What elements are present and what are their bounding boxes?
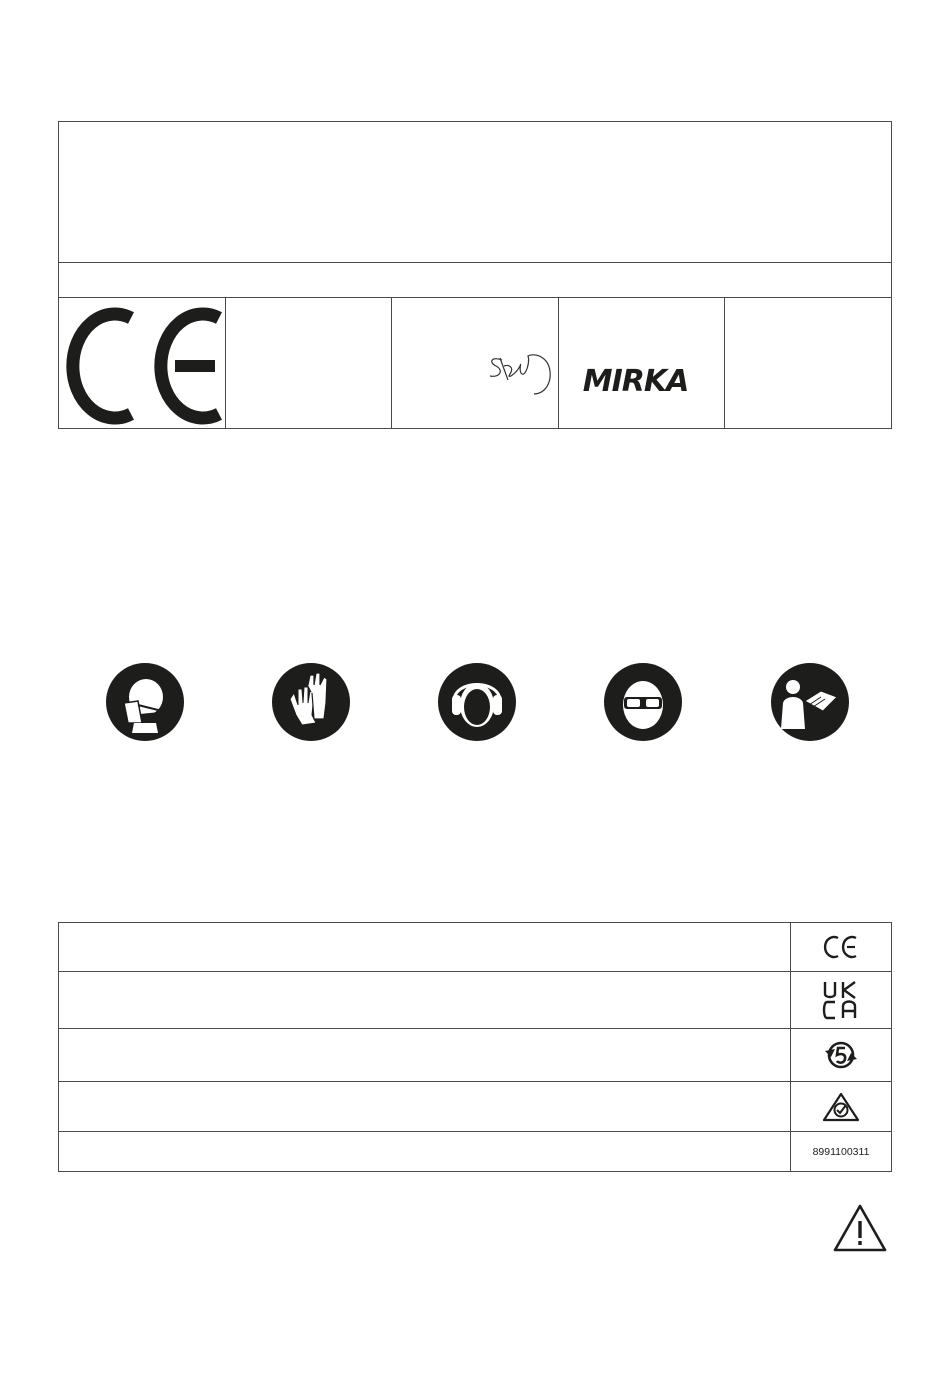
declaration-standards-row	[59, 263, 891, 298]
read-manual-icon	[771, 663, 849, 741]
approval-row-description	[59, 923, 791, 971]
approval-mark-cell	[791, 923, 891, 971]
warning-triangle-icon	[832, 1203, 888, 1253]
approval-row-rohs	[59, 1029, 891, 1082]
signature-cell	[392, 298, 559, 428]
declaration-text-area	[59, 122, 891, 263]
mirka-logo: MIRKA	[582, 364, 689, 399]
declaration-sign-row	[59, 298, 891, 428]
approval-row-description	[59, 972, 791, 1028]
blank-cell	[725, 298, 891, 428]
approval-row-rcm	[59, 1082, 891, 1132]
protective-gloves-icon	[272, 663, 350, 741]
logo-cell	[559, 298, 726, 428]
rcm-icon	[821, 1091, 861, 1123]
dust-mask-icon	[106, 663, 184, 741]
signature-image	[392, 298, 558, 428]
approval-row-ce	[59, 923, 891, 972]
ce-large-icon	[59, 298, 225, 428]
approval-row-id	[59, 1132, 891, 1172]
approval-row-ukca	[59, 972, 891, 1029]
approval-row-description	[59, 1132, 791, 1172]
approval-mark-cell	[791, 1082, 891, 1131]
approvals-table	[58, 922, 892, 1172]
approval-row-description	[59, 1082, 791, 1131]
ce-cell	[59, 298, 226, 428]
ear-protection-icon	[438, 663, 516, 741]
product-id-number: 8991100311	[812, 1146, 870, 1158]
declaration-table	[58, 121, 892, 429]
approval-row-description	[59, 1029, 791, 1081]
approval-mark-cell	[791, 1029, 891, 1081]
place-date-cell	[226, 298, 393, 428]
ukca-mark-icon	[821, 980, 861, 1020]
approval-mark-cell	[791, 972, 891, 1028]
ce-mark-icon	[821, 932, 861, 962]
rohs-5-icon	[823, 1037, 859, 1073]
eye-protection-icon	[604, 663, 682, 741]
approval-mark-cell	[791, 1132, 891, 1172]
